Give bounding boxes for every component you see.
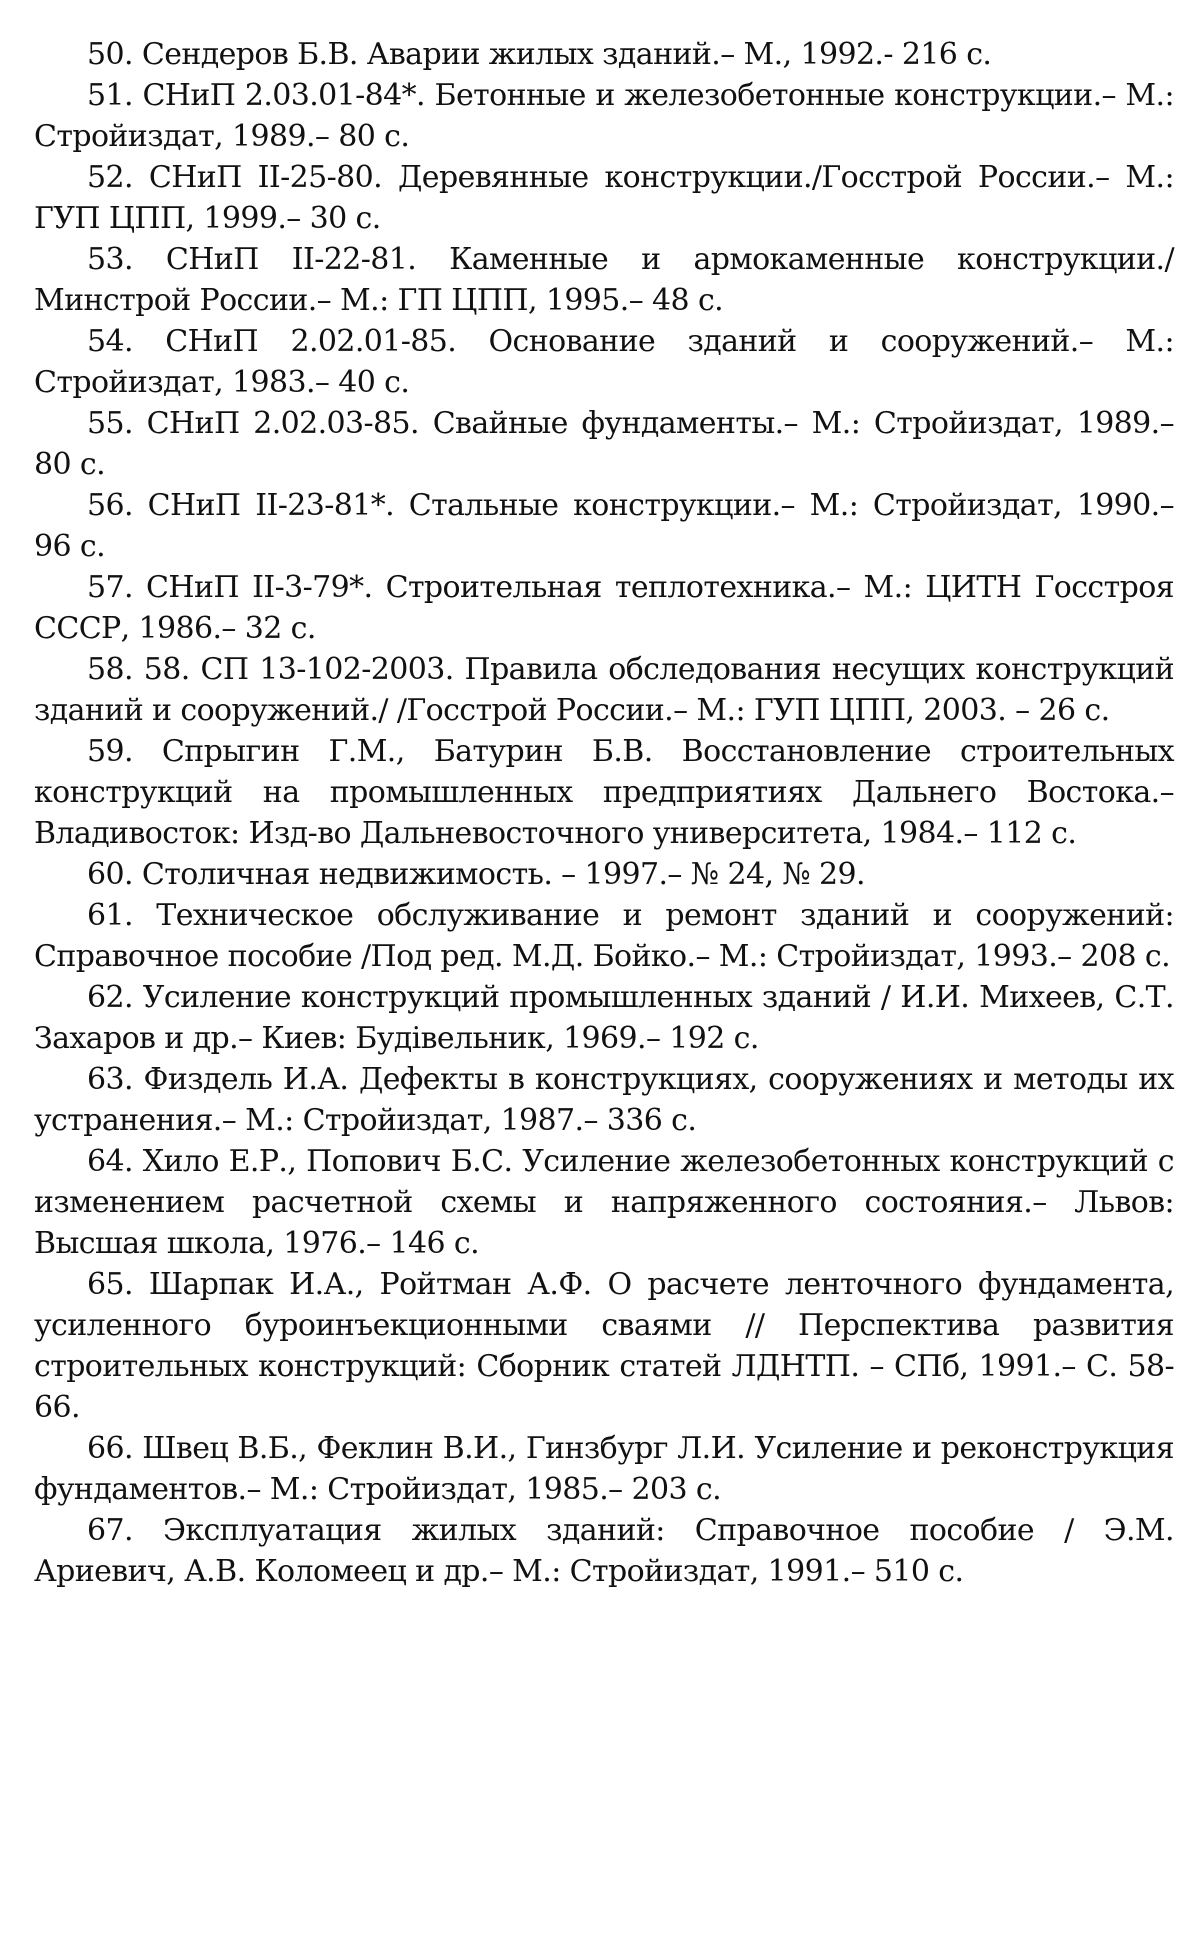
- reference-list: [34, 34, 1174, 1592]
- reference-item-52: 52. СНиП II-25-80. Деревянные конструкции./Госстрой России.– М.: ГУП ЦПП, 1999.– 30 с.: [34, 160, 1174, 236]
- reference-item-64: 64. Хило Е.Р., Попович Б.С. Усиление железобетонных конструкций с изменением расчетной схемы и напряженного состояния.– Львов: Высшая школа, 1976.– 146 с.: [34, 1144, 1174, 1261]
- reference-item-63: 63. Физдель И.А. Дефекты в конструкциях, сооружениях и методы их устранения.– М.: Стройиздат, 1987.– 336 с.: [34, 1062, 1174, 1138]
- reference-item-51: 51. СНиП 2.03.01-84*. Бетонные и железобетонные конструкции.– М.: Стройиздат, 1989.– 80 с.: [34, 78, 1174, 154]
- reference-item-66: 66. Швец В.Б., Феклин В.И., Гинзбург Л.И. Усиление и реконструкция фундаментов.– М.: Стройиздат, 1985.– 203 с.: [34, 1431, 1174, 1507]
- reference-item-56: 56. СНиП II-23-81*. Стальные конструкции.– М.: Стройиздат, 1990.– 96 с.: [34, 488, 1174, 564]
- reference-item-58: 58. 58. СП 13-102-2003. Правила обследования несущих конструкций зданий и сооружений./ /Госстрой России.– М.: ГУП ЦПП, 2003. – 26 с.: [34, 652, 1174, 728]
- reference-item-55: 55. СНиП 2.02.03-85. Свайные фундаменты.– М.: Стройиздат, 1989.– 80 с.: [34, 406, 1174, 482]
- reference-item-65: 65. Шарпак И.А., Ройтман А.Ф. О расчете ленточного фундамента, усиленного буроинъекционными сваями // Перспектива развития строительных конструкций: Сборник статей ЛДНТП. – СПб, 1991.– С. 58-66.: [34, 1267, 1174, 1425]
- reference-item-54: 54. СНиП 2.02.01-85. Основание зданий и сооружений.– М.: Стройиздат, 1983.– 40 с.: [34, 324, 1174, 400]
- reference-item-62: 62. Усиление конструкций промышленных зданий / И.И. Михеев, С.Т. Захаров и др.– Киев: Будiвельник, 1969.– 192 с.: [34, 980, 1174, 1056]
- reference-item-61: 61. Техническое обслуживание и ремонт зданий и сооружений: Справочное пособие /Под ред. М.Д. Бойко.– М.: Стройиздат, 1993.– 208 с.: [34, 898, 1174, 974]
- reference-item-59: 59. Спрыгин Г.М., Батурин Б.В. Восстановление строительных конструкций на промышленных предприятиях Дальнего Востока.– Владивосток: Изд-во Дальневосточного университета, 1984.– 112 с.: [34, 734, 1174, 851]
- reference-item-53: 53. СНиП II-22-81. Каменные и армокаменные конструкции./Минстрой России.– М.: ГП ЦПП, 1995.– 48 с.: [34, 242, 1174, 318]
- reference-item-50: 50. Сендеров Б.В. Аварии жилых зданий.– М., 1992.- 216 с.: [87, 37, 992, 72]
- reference-item-57: 57. СНиП II-3-79*. Строительная теплотехника.– М.: ЦИТН Госстроя СССР, 1986.– 32 с.: [34, 570, 1174, 646]
- reference-item-60: 60. Столичная недвижимость. – 1997.– № 24, № 29.: [87, 857, 865, 892]
- reference-item-67: 67. Эксплуатация жилых зданий: Справочное пособие / Э.М. Ариевич, А.В. Коломеец и др.– М.: Стройиздат, 1991.– 510 с.: [34, 1513, 1174, 1589]
